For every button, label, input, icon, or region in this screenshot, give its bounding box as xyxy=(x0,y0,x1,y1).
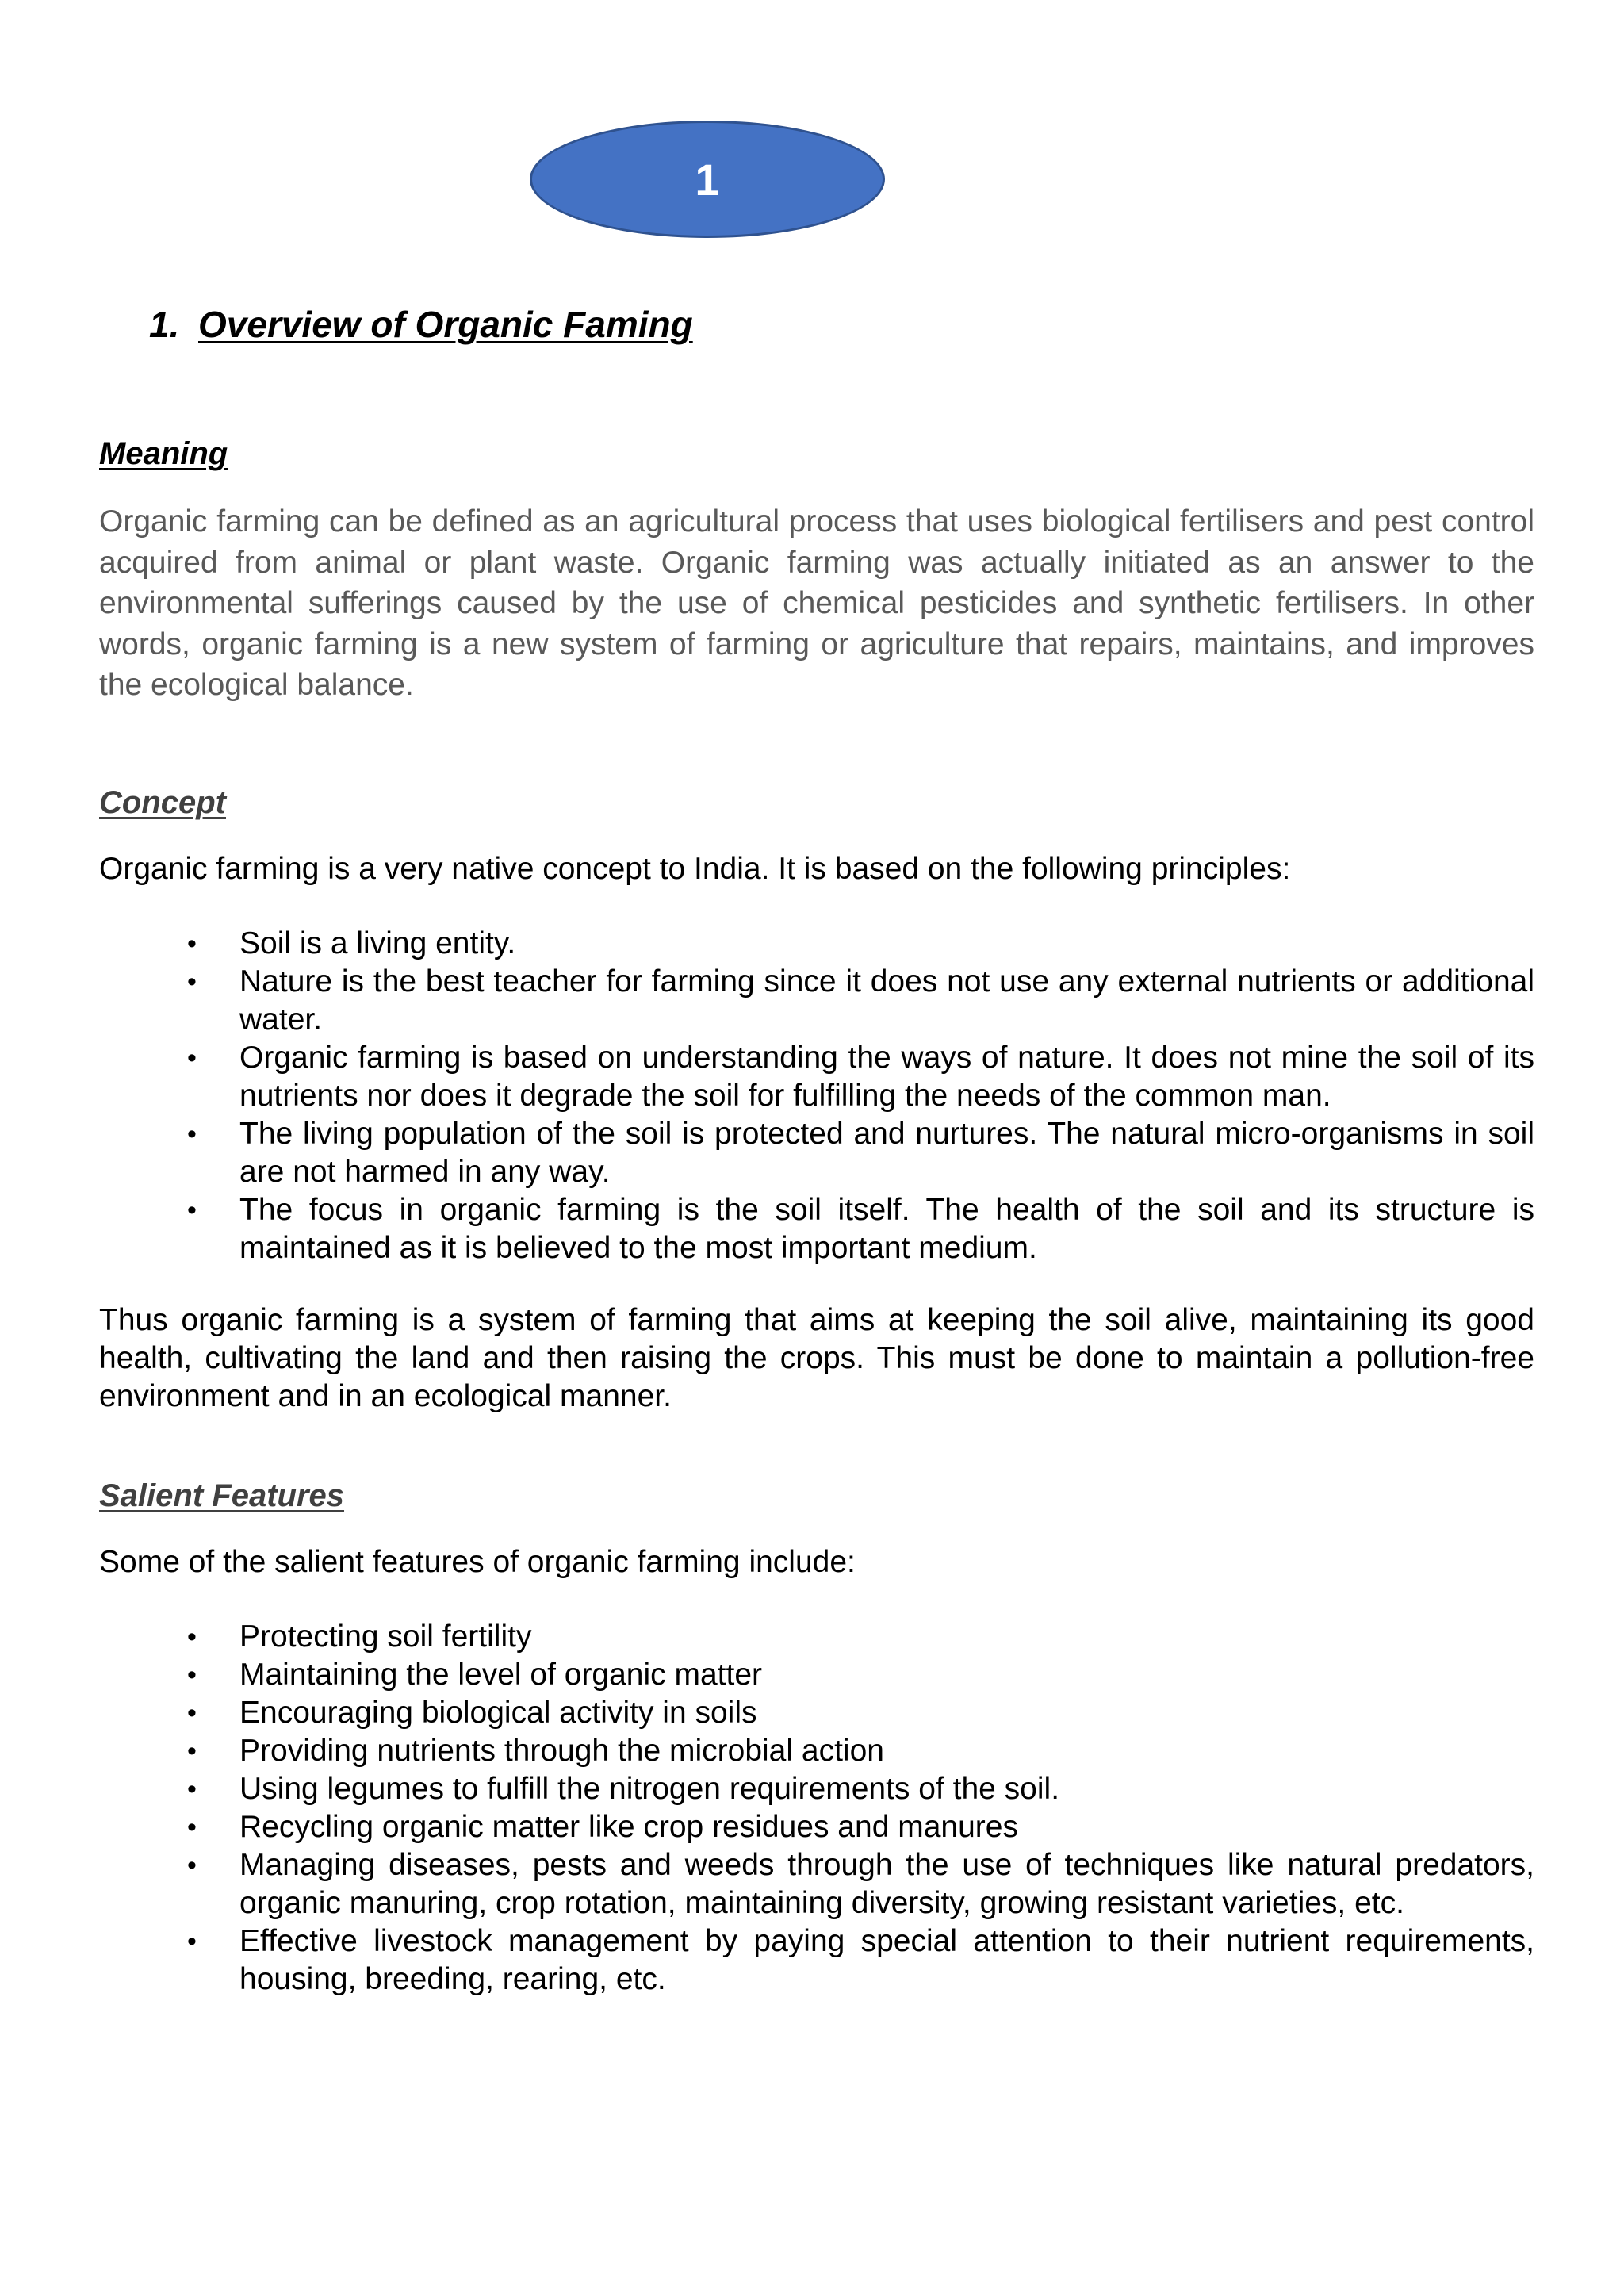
features-list xyxy=(99,1618,1534,1999)
features-intro: Some of the salient features of organic farming include: xyxy=(99,1545,856,1579)
list-item: • Nature is the best teacher for farming since it does not use any external nutrients or additional water. xyxy=(99,963,1534,1039)
concept-intro: Organic farming is a very native concept to India. It is based on the following principles: xyxy=(99,852,1291,886)
list-item: • Protecting soil fertility xyxy=(99,1618,1534,1656)
list-item: • Providing nutrients through the microbial action xyxy=(99,1732,1534,1770)
list-item: • Using legumes to fulfill the nitrogen requirements of the soil. xyxy=(99,1770,1534,1808)
meaning-heading: Meaning xyxy=(99,436,228,471)
concept-conclusion: Thus organic farming is a system of farming that aims at keeping the soil alive, maintaining its good health, cultivating the land and then raising the crops. This must be done to maintain a pollution-free environment and in an ecological manner. xyxy=(99,1303,1534,1413)
title-number: 1. xyxy=(149,304,180,345)
page-title xyxy=(149,303,693,346)
concept-principles-list xyxy=(99,925,1534,1267)
concept-heading: Concept xyxy=(99,785,226,820)
list-item: • Maintaining the level of organic matter xyxy=(99,1656,1534,1694)
list-item: • Recycling organic matter like crop residues and manures xyxy=(99,1808,1534,1846)
list-item: • Effective livestock management by paying special attention to their nutrient requirements, housing, breeding, rearing, etc. xyxy=(99,1922,1534,1999)
list-item: • The focus in organic farming is the soil itself. The health of the soil and its structure is maintained as it is believed to the most important medium. xyxy=(99,1191,1534,1267)
page-number-badge xyxy=(530,121,885,238)
list-item: • Encouraging biological activity in soils xyxy=(99,1694,1534,1732)
features-heading: Salient Features xyxy=(99,1478,345,1513)
list-item: • Organic farming is based on understanding the ways of nature. It does not mine the soil of its nutrients nor does it degrade the soil for fulfilling the needs of the common man. xyxy=(99,1039,1534,1115)
page-number: 1 xyxy=(695,154,720,205)
list-item: • Soil is a living entity. xyxy=(99,925,1534,963)
list-item: • Managing diseases, pests and weeds through the use of techniques like natural predators, organic manuring, crop rotation, maintaining diversity, growing resistant varieties, etc. xyxy=(99,1846,1534,1922)
meaning-paragraph: Organic farming can be defined as an agricultural process that uses biological fertilisers and pest control acquired from animal or plant waste. Organic farming was actually initiated as an answer to the environmental sufferings caused by the use of chemical pesticides and synthetic fertilisers. In other words, organic farming is a new system of farming or agriculture that repairs, maintains, and improves the ecological balance. xyxy=(99,504,1534,702)
title-text: Overview of Organic Faming xyxy=(198,304,693,345)
list-item: • The living population of the soil is protected and nurtures. The natural micro-organisms in soil are not harmed in any way. xyxy=(99,1115,1534,1191)
